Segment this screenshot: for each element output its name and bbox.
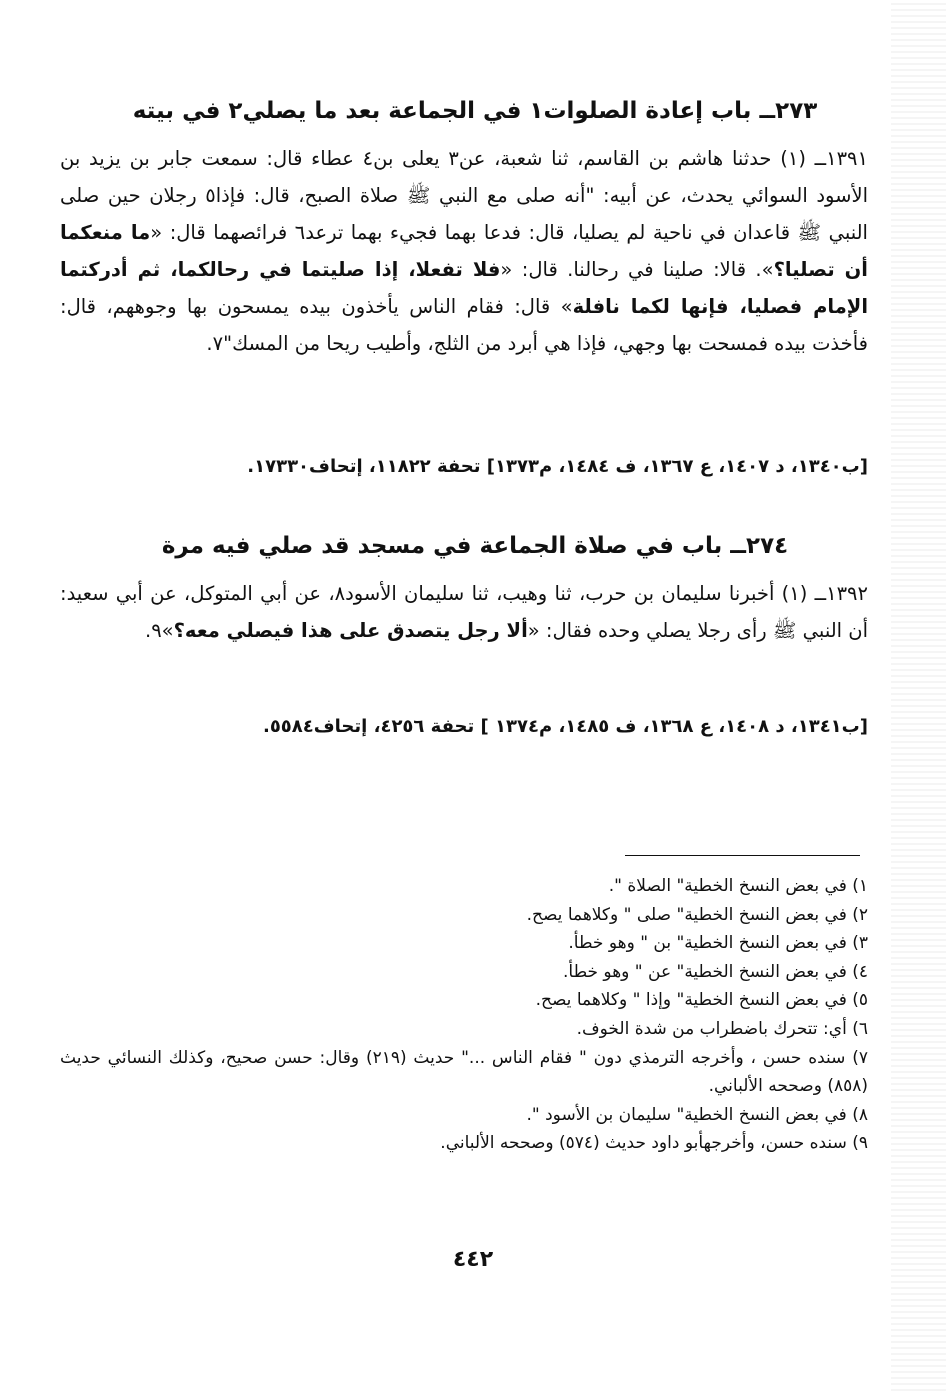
footnote: ٣) في بعض النسخ الخطية" بن " وهو خطأ. [568,933,868,954]
footnote: ٢) في بعض النسخ الخطية" صلى " وكلاهما يصح. [526,904,868,925]
footnote: ٧) سنده حسن ، وأخرجه الترمذي دون " فقام الناس ..." حديث (٢١٩) وقال: حسن صحيح، وكذلك النسائي حديث (٨٥٨) وصححه الألباني. [60,1047,868,1097]
footnote: ٩) سنده حسن، وأخرجهأبو داود حديث (٥٧٤) وصححه الألباني. [440,1133,868,1154]
footnote: ٦) أي: تتحرك باضطراب من شدة الخوف. [576,1018,868,1039]
scan-edge-noise [891,0,946,1391]
hadith-quote: ألا رجل يتصدق على هذا فيصلي معه؟ [173,619,528,642]
footnote: ٥) في بعض النسخ الخطية" وإذا " وكلاهما يصح. [535,990,868,1011]
page-number: ٤٤٢ [452,1247,494,1272]
hadith-text: ». قالا: صلينا في رحالنا. قال: « [500,258,774,281]
hadith-1392 [60,575,868,649]
footnote: ٤) في بعض النسخ الخطية" عن " وهو خطأ. [562,961,868,982]
footnotes [60,872,868,1158]
chapter-heading-274: ٢٧٤ــ باب في صلاة الجماعة في مسجد قد صلي فيه مرة [161,533,789,559]
hadith-text: » قال: فقام الناس يأخذون بيده يمسحون بها وجوههم، قال: فأخذت بيده فمسحت بها وجهي، فإذا هي أبرد من الثلج، وأطيب ريحا من المسك"٧. [60,295,868,355]
hadith-text: » [161,619,174,642]
footnote-separator [625,855,860,856]
hadith-references: [ب١٣٤١، د ١٤٠٨، ع ١٣٦٨، ف ١٤٨٥، م١٣٧٤ ] تحفة ٤٢٥٦، إتحاف٥٥٨٤. [262,716,868,737]
hadith-text: ١٣٩١ــ (١) حدثنا هاشم بن القاسم، ثنا شعبة، عن٣ يعلى بن٤ عطاء قال: سمعت جابر بن يزيد بن الأسود السوائي يحدث، عن أبيه: "أنه صلى مع النبي ﷺ صلاة الصبح، قال: فإذا٥ رجلان حين صلى النبي ﷺ قاعدان في ناحية لم يصليا، قال: فدعا بهما فجيء بهما ترعد٦ فرائصهما قال: « [60,147,868,244]
hadith-quote: فلا تفعلا، إذا صليتما في رحالكما، ثم أدركتما الإمام فصليا، فإنها لكما نافلة [60,258,868,318]
hadith-text: ١٣٩٢ــ (١) أخبرنا سليمان بن حرب، ثنا وهيب، ثنا سليمان الأسود٨، عن أبي المتوكل، عن أبي سعيد: أن النبي ﷺ رأى رجلا يصلي وحده فقال: « [60,582,868,642]
footnote: ١) في بعض النسخ الخطية" الصلاة ". [608,876,868,896]
hadith-1391 [60,140,868,362]
footnote: ٨) في بعض النسخ الخطية" سليمان بن الأسود ". [526,1104,868,1125]
hadith-references: [ب١٣٤٠، د ١٤٠٧، ع ١٣٦٧، ف ١٤٨٤، م١٣٧٣] تحفة ١١٨٢٢، إتحاف١٧٣٣٠. [247,456,868,477]
hadith-quote: ما منعكما أن تصليا؟ [60,221,868,281]
hadith-text: ٩. [144,619,162,642]
chapter-heading-273: ٢٧٣ــ باب إعادة الصلوات١ في الجماعة بعد ما يصلي٢ في بيته [132,98,818,124]
